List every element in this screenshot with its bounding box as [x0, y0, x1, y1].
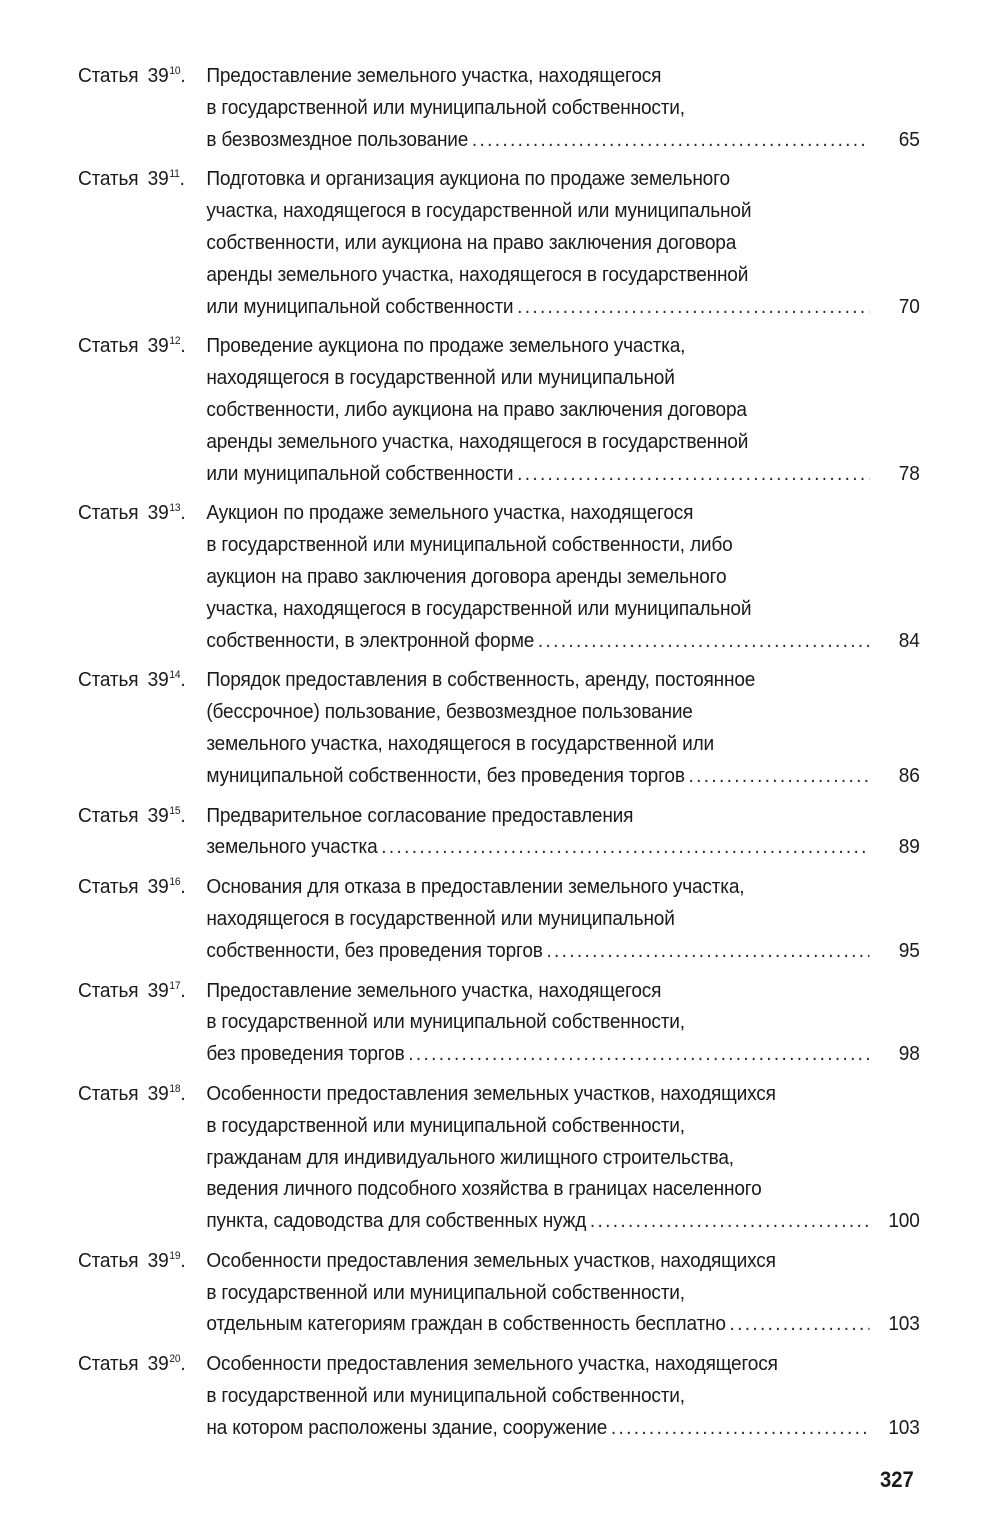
dot-leader — [472, 124, 870, 156]
entry-page-number: 78 — [898, 461, 920, 485]
toc-entry — [78, 330, 920, 489]
table-of-contents — [78, 60, 920, 1452]
dot-leader — [590, 1205, 870, 1237]
article-prefix: Статья — [78, 1081, 139, 1105]
article-number-dot: . — [180, 64, 186, 87]
article-title — [206, 975, 919, 1070]
title-line: участка, находящегося в государственной или муниципальной — [206, 199, 752, 223]
title-line: муниципальной собственности, без проведения торгов — [206, 763, 685, 787]
entry-page-number: 65 — [898, 127, 920, 151]
article-title — [206, 60, 919, 155]
article-number-superscript: 14 — [169, 669, 181, 682]
article-prefix: Статья — [78, 501, 139, 525]
title-line: аренды земельного участка, находящегося в государственной — [206, 262, 749, 286]
article-title — [206, 871, 919, 966]
title-line: находящегося в государственной или муниципальной — [206, 906, 675, 930]
article-number-superscript: 12 — [169, 335, 181, 348]
title-line: гражданам для индивидуального жилищного строительства, — [206, 1145, 734, 1169]
article-label — [78, 871, 186, 907]
dot-leader — [729, 1308, 869, 1340]
page-number: 327 — [880, 1467, 914, 1492]
article-prefix: Статья — [78, 668, 139, 692]
title-line: Основания для отказа в предоставлении земельного участка, — [206, 875, 745, 899]
article-number-dot: . — [180, 668, 186, 692]
entry-page-number: 103 — [888, 1415, 920, 1439]
toc-entry — [78, 1078, 920, 1237]
article-number: 39 — [147, 501, 169, 525]
title-line: (бессрочное) пользование, безвозмездное пользование — [206, 700, 693, 724]
article-number-dot: . — [180, 978, 186, 1002]
title-line: земельного участка, находящегося в государственной или — [206, 731, 715, 755]
article-prefix: Статья — [78, 875, 139, 899]
article-number: 39 — [147, 1081, 169, 1105]
article-number-superscript: 17 — [169, 979, 181, 992]
title-line: Предоставление земельного участка, находящегося — [206, 978, 662, 1002]
dot-leader — [538, 625, 870, 657]
article-number: 39 — [147, 803, 169, 827]
article-number-dot: . — [180, 1248, 186, 1272]
title-line: собственности, без проведения торгов — [206, 938, 543, 962]
article-prefix: Статья — [78, 64, 139, 87]
article-number-superscript: 13 — [169, 502, 181, 515]
dot-leader — [689, 760, 870, 792]
title-line: в государственной или муниципальной собственности, — [206, 1113, 685, 1137]
title-line: Порядок предоставления в собственность, аренду, постоянное — [206, 668, 756, 692]
entry-page-number: 86 — [898, 763, 920, 787]
article-label — [78, 664, 186, 700]
article-number: 39 — [147, 334, 169, 358]
title-line: Особенности предоставления земельных участков, находящихся — [206, 1081, 776, 1105]
dot-leader — [381, 831, 869, 863]
dot-leader — [408, 1038, 869, 1070]
title-line: в государственной или муниципальной собственности, — [206, 95, 685, 119]
article-number-dot: . — [180, 1352, 186, 1376]
title-last-line — [206, 1038, 919, 1070]
article-prefix: Статья — [78, 334, 139, 358]
title-line: собственности, или аукциона на право заключения договора — [206, 230, 737, 254]
title-line: Проведение аукциона по продаже земельного участка, — [206, 334, 686, 358]
article-number-dot: . — [179, 167, 185, 191]
article-number: 39 — [147, 875, 169, 899]
article-title — [206, 1245, 919, 1340]
toc-entry — [78, 60, 920, 155]
article-prefix: Статья — [78, 978, 139, 1002]
article-label — [78, 975, 186, 1011]
article-number: 39 — [147, 1248, 169, 1272]
article-number: 39 — [147, 668, 169, 692]
title-line: без проведения торгов — [206, 1042, 405, 1066]
title-line: в государственной или муниципальной собственности, — [206, 1010, 685, 1034]
entry-page-number: 70 — [898, 294, 920, 318]
title-last-line — [206, 831, 919, 863]
dot-leader — [611, 1412, 870, 1444]
title-last-line — [206, 760, 919, 792]
dot-leader — [546, 935, 869, 967]
title-line: земельного участка — [206, 835, 378, 859]
title-line: или муниципальной собственности — [206, 461, 514, 485]
title-line: собственности, либо аукциона на право заключения договора — [206, 397, 747, 421]
title-line: на котором расположены здание, сооружение — [206, 1415, 608, 1439]
article-title — [206, 497, 919, 656]
article-number: 39 — [147, 1352, 169, 1376]
article-prefix: Статья — [78, 167, 139, 191]
article-number: 39 — [147, 978, 169, 1002]
entry-page-number: 84 — [898, 628, 920, 652]
toc-entry — [78, 664, 920, 791]
toc-entry — [78, 1348, 920, 1443]
article-prefix: Статья — [78, 803, 139, 827]
title-line: ведения личного подсобного хозяйства в границах населенного — [206, 1177, 762, 1201]
article-label — [78, 800, 186, 836]
article-number: 39 — [147, 64, 169, 87]
toc-entry — [78, 800, 920, 864]
title-line: в государственной или муниципальной собственности, — [206, 1280, 685, 1304]
title-last-line — [206, 291, 919, 323]
title-line: в безвозмездное пользование — [206, 127, 469, 151]
title-last-line — [206, 458, 919, 490]
article-number-superscript: 19 — [169, 1249, 181, 1262]
entry-page-number: 103 — [888, 1312, 920, 1336]
title-line: участка, находящегося в государственной или муниципальной — [206, 596, 752, 620]
title-line: Аукцион по продаже земельного участка, находящегося — [206, 501, 694, 525]
entry-page-number: 98 — [898, 1042, 920, 1066]
entry-page-number: 100 — [888, 1209, 920, 1233]
article-number-superscript: 15 — [169, 804, 181, 817]
title-last-line — [206, 625, 919, 657]
title-line: Особенности предоставления земельных участков, находящихся — [206, 1248, 776, 1272]
article-title — [206, 1348, 919, 1443]
title-last-line — [206, 1308, 919, 1340]
article-number-superscript: 18 — [169, 1082, 181, 1095]
toc-entry — [78, 163, 920, 322]
toc-entry — [78, 975, 920, 1070]
article-number: 39 — [147, 167, 169, 191]
article-number-dot: . — [180, 803, 186, 827]
title-line: аренды земельного участка, находящегося в государственной — [206, 429, 749, 453]
title-line: Предоставление земельного участка, находящегося — [206, 64, 662, 87]
article-number-dot: . — [180, 875, 186, 899]
toc-entry — [78, 497, 920, 656]
entry-page-number: 89 — [898, 835, 920, 859]
title-line: Подготовка и организация аукциона по продаже земельного — [206, 167, 730, 191]
dot-leader — [517, 458, 869, 490]
title-last-line — [206, 1205, 919, 1237]
article-prefix: Статья — [78, 1352, 139, 1376]
title-last-line — [206, 935, 919, 967]
article-title — [206, 1078, 919, 1237]
dot-leader — [517, 291, 869, 323]
title-line: пункта, садоводства для собственных нужд — [206, 1209, 587, 1233]
title-line: или муниципальной собственности — [206, 294, 514, 318]
article-number-dot: . — [180, 334, 186, 358]
title-line: аукцион на право заключения договора аренды земельного — [206, 564, 727, 588]
title-line: в государственной или муниципальной собственности, либо — [206, 533, 733, 557]
article-label — [78, 60, 186, 96]
title-last-line — [206, 124, 919, 156]
article-label — [78, 330, 186, 366]
title-line: в государственной или муниципальной собственности, — [206, 1384, 685, 1408]
article-title — [206, 664, 919, 791]
toc-entry — [78, 871, 920, 966]
title-line: отдельным категориям граждан в собственность бесплатно — [206, 1312, 726, 1336]
title-last-line — [206, 1412, 919, 1444]
article-title — [206, 163, 919, 322]
title-line: Предварительное согласование предоставления — [206, 803, 634, 827]
article-number-superscript: 10 — [169, 65, 181, 77]
article-number-dot: . — [180, 501, 186, 525]
title-line: Особенности предоставления земельного участка, находящегося — [206, 1352, 778, 1376]
article-label — [78, 497, 186, 533]
article-title — [206, 330, 919, 489]
title-line: находящегося в государственной или муниципальной — [206, 366, 675, 390]
article-title — [206, 800, 919, 864]
title-line: собственности, в электронной форме — [206, 628, 535, 652]
article-label — [78, 1078, 186, 1114]
article-label — [78, 1245, 186, 1281]
article-label — [78, 163, 185, 199]
article-number-superscript: 16 — [169, 876, 181, 889]
article-label — [78, 1348, 186, 1384]
article-number-superscript: 20 — [169, 1353, 181, 1366]
article-prefix: Статья — [78, 1248, 139, 1272]
article-number-dot: . — [180, 1081, 186, 1105]
article-number-superscript: 11 — [169, 168, 180, 181]
entry-page-number: 95 — [898, 938, 920, 962]
toc-entry — [78, 1245, 920, 1340]
